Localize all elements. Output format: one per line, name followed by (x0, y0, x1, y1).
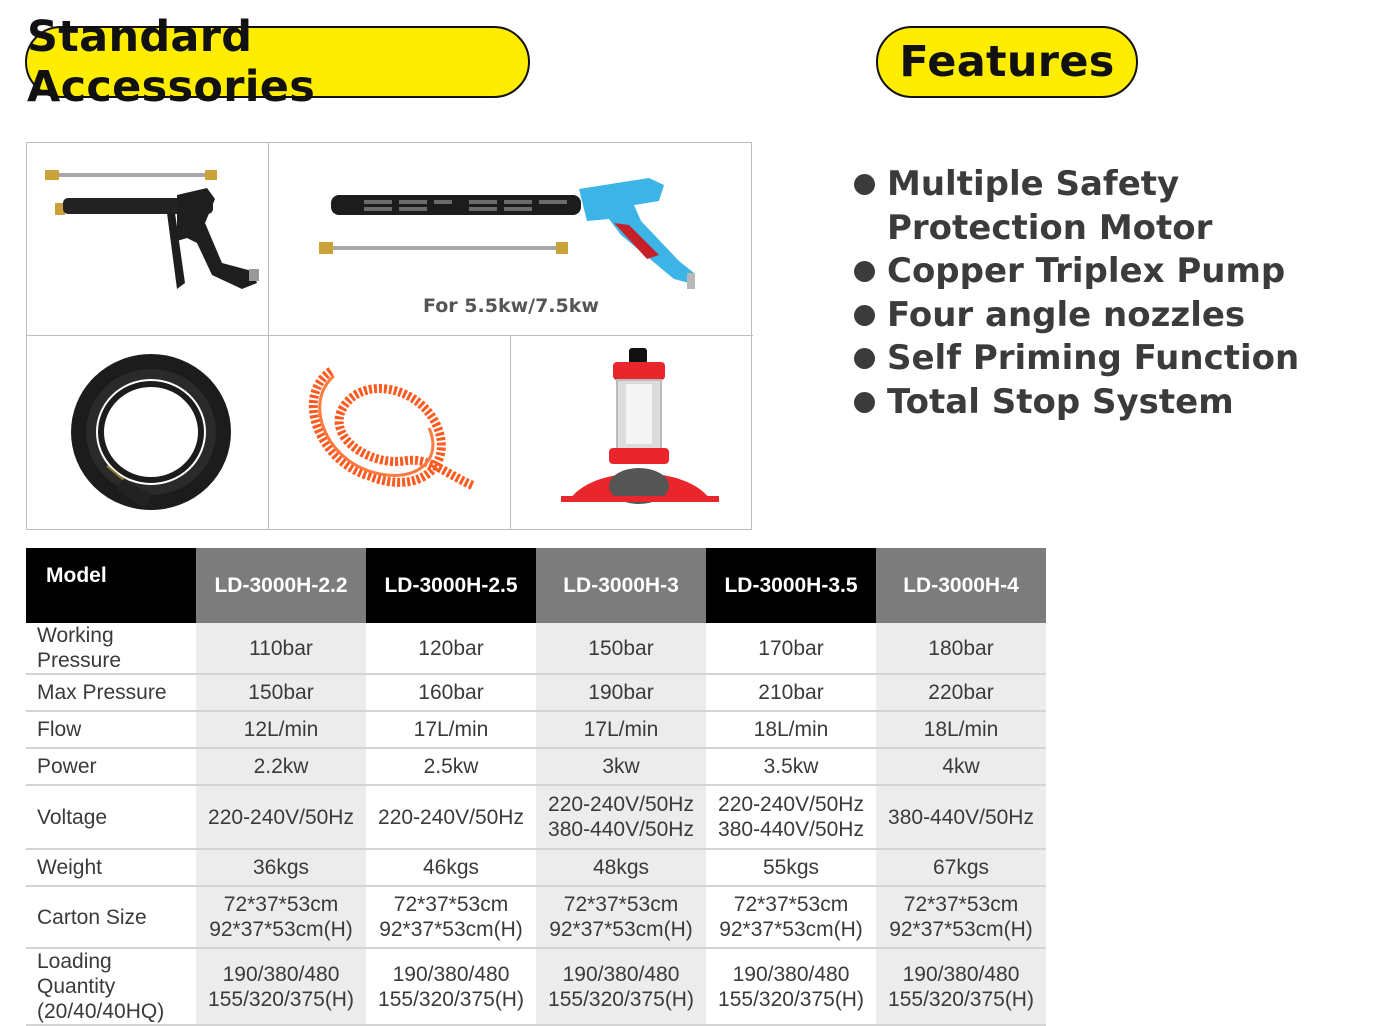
bullet-icon (854, 392, 875, 413)
table-cell: 220-240V/50Hz 380-440V/50Hz (706, 785, 876, 849)
table-cell: 55kgs (706, 849, 876, 886)
table-cell: 380-440V/50Hz (876, 785, 1046, 849)
table-cell: 110bar (196, 623, 366, 674)
table-cell: 190/380/480 155/320/375(H) (196, 948, 366, 1025)
table-cell: 72*37*53cm 92*37*53cm(H) (366, 886, 536, 948)
table-row (26, 948, 1046, 1025)
model-column-header: LD-3000H-4 (876, 548, 1046, 623)
row-label: Weight (26, 849, 196, 886)
suction-hose-image (269, 336, 511, 529)
table-row (26, 886, 1046, 948)
table-cell: 120bar (366, 623, 536, 674)
features-list (852, 163, 1392, 424)
table-cell: 12L/min (196, 711, 366, 748)
feature-item: Self Priming Function (852, 337, 1392, 381)
table-cell: 17L/min (536, 711, 706, 748)
model-column-header: LD-3000H-3 (536, 548, 706, 623)
table-cell: 190bar (536, 674, 706, 711)
table-cell: 160bar (366, 674, 536, 711)
table-cell: 67kgs (876, 849, 1046, 886)
table-cell: 72*37*53cm 92*37*53cm(H) (536, 886, 706, 948)
table-row (26, 849, 1046, 886)
spray-gun-black-image (27, 143, 269, 336)
row-label: Loading Quantity (20/40/40HQ) (26, 948, 196, 1025)
table-cell: 190/380/480 155/320/375(H) (876, 948, 1046, 1025)
table-cell: 18L/min (876, 711, 1046, 748)
row-label: Flow (26, 711, 196, 748)
row-label: Carton Size (26, 886, 196, 948)
accessory-caption: For 5.5kw/7.5kw (423, 295, 599, 317)
table-row (26, 785, 1046, 849)
table-cell: 17L/min (366, 711, 536, 748)
feature-item: Total Stop System (852, 381, 1392, 425)
table-cell: 190/380/480 155/320/375(H) (366, 948, 536, 1025)
table-row (26, 748, 1046, 785)
table-cell: 48kgs (536, 849, 706, 886)
table-cell: 210bar (706, 674, 876, 711)
table-header-row (26, 548, 1046, 623)
table-cell: 36kgs (196, 849, 366, 886)
table-cell: 150bar (536, 623, 706, 674)
table-row (26, 711, 1046, 748)
table-cell: 190/380/480 155/320/375(H) (706, 948, 876, 1025)
bullet-icon (854, 261, 875, 282)
table-cell: 180bar (876, 623, 1046, 674)
table-cell: 150bar (196, 674, 366, 711)
features-heading: Features (876, 26, 1138, 98)
table-cell: 4kw (876, 748, 1046, 785)
table-cell: 220-240V/50Hz (196, 785, 366, 849)
table-row (26, 674, 1046, 711)
feature-item: Copper Triplex Pump (852, 250, 1392, 294)
accessories-grid (26, 142, 752, 530)
table-cell: 2.2kw (196, 748, 366, 785)
water-filter-image (511, 336, 753, 529)
feature-item: Multiple Safety Protection Motor (852, 163, 1307, 250)
standard-accessories-heading: Standard Accessories (25, 26, 530, 98)
table-cell: 72*37*53cm 92*37*53cm(H) (876, 886, 1046, 948)
table-cell: 46kgs (366, 849, 536, 886)
model-header: Model (26, 548, 196, 623)
table-cell: 220-240V/50Hz (366, 785, 536, 849)
model-column-header: LD-3000H-2.2 (196, 548, 366, 623)
table-cell: 72*37*53cm 92*37*53cm(H) (196, 886, 366, 948)
table-cell: 220-240V/50Hz 380-440V/50Hz (536, 785, 706, 849)
model-column-header: LD-3000H-3.5 (706, 548, 876, 623)
feature-item: Four angle nozzles (852, 294, 1392, 338)
bullet-icon (854, 174, 875, 195)
table-cell: 18L/min (706, 711, 876, 748)
high-pressure-hose-image (27, 336, 269, 529)
table-row (26, 623, 1046, 674)
table-cell: 72*37*53cm 92*37*53cm(H) (706, 886, 876, 948)
row-label: Power (26, 748, 196, 785)
model-column-header: LD-3000H-2.5 (366, 548, 536, 623)
specifications-table (26, 548, 1046, 1026)
table-cell: 3kw (536, 748, 706, 785)
table-cell: 2.5kw (366, 748, 536, 785)
spray-gun-blue-image (269, 143, 753, 336)
bullet-icon (854, 348, 875, 369)
table-cell: 220bar (876, 674, 1046, 711)
row-label: Voltage (26, 785, 196, 849)
table-cell: 170bar (706, 623, 876, 674)
table-cell: 190/380/480 155/320/375(H) (536, 948, 706, 1025)
row-label: Max Pressure (26, 674, 196, 711)
row-label: Working Pressure (26, 623, 196, 674)
bullet-icon (854, 305, 875, 326)
table-cell: 3.5kw (706, 748, 876, 785)
